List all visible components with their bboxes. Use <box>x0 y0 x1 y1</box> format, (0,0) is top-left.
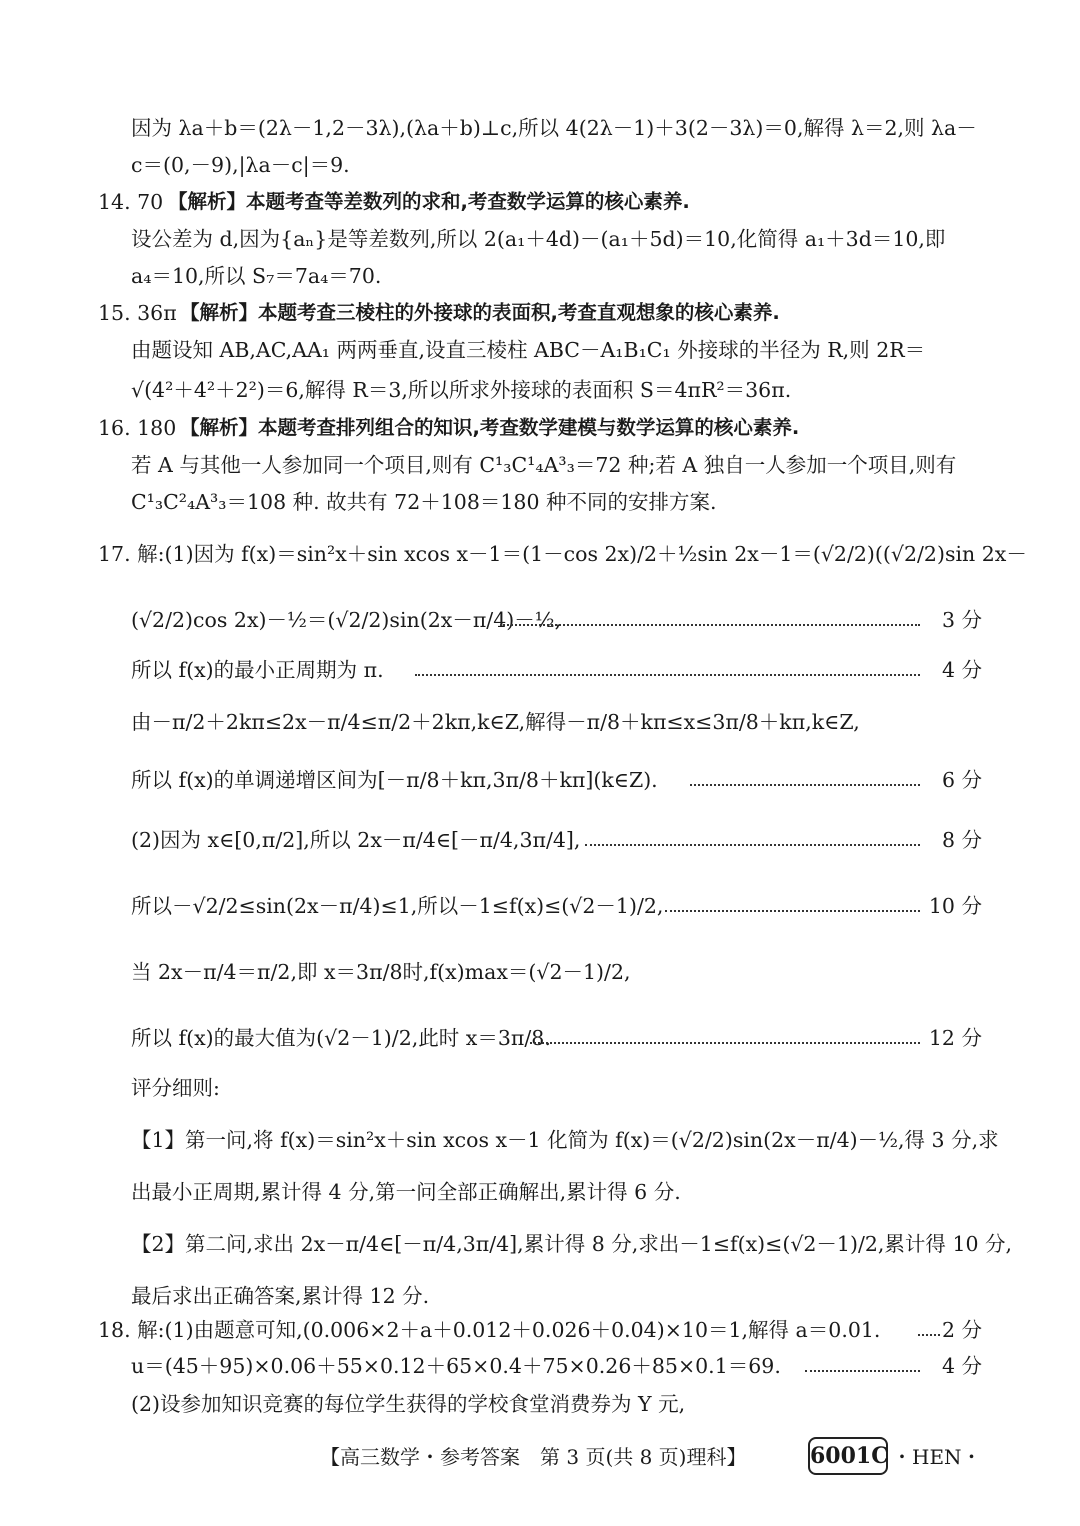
text-line: 出最小正周期,累计得 4 分,第一问全部正确解出,累计得 6 分. <box>131 1180 681 1204</box>
leader-dots <box>805 1370 920 1372</box>
score-mark: 4 分 <box>941 658 982 682</box>
text-line: (√2/2)cos 2x)－½＝(√2/2)sin(2x－π/4)－½, <box>131 608 562 632</box>
score-mark: 4 分 <box>941 1354 982 1378</box>
leader-dots <box>690 784 920 786</box>
text-line: 所以 f(x)的单调递增区间为[－π/8＋kπ,3π/8＋kπ](k∈Z). <box>131 768 658 792</box>
text-line: 若 A 与其他一人参加同一个项目,则有 C¹₃C¹₄A³₃＝72 种;若 A 独自一人参加一个项目,则有 <box>131 453 957 477</box>
text-line: 设公差为 d,因为{aₙ}是等差数列,所以 2(a₁＋4d)－(a₁＋5d)＝10,化简得 a₁＋3d＝10,即 <box>131 227 946 251</box>
text-line: c＝(0,－9),|λa－c|＝9. <box>131 153 350 177</box>
leader-dots <box>918 1334 940 1336</box>
text-line: (2)因为 x∈[0,π/2],所以 2x－π/4∈[－π/4,3π/4], <box>131 828 581 852</box>
score-mark: 2 分 <box>941 1318 982 1342</box>
text-line: 所以 f(x)的最大值为(√2－1)/2,此时 x＝3π/8. <box>131 1026 551 1050</box>
text-line: 所以－√2/2≤sin(2x－π/4)≤1,所以－1≤f(x)≤(√2－1)/2, <box>131 894 664 918</box>
text-line: 因为 λa＋b＝(2λ－1,2－3λ),(λa＋b)⊥c,所以 4(2λ－1)＋3(2－3λ)＝0,解得 λ＝2,则 λa－ <box>131 116 977 140</box>
text-line: 【2】第二问,求出 2x－π/4∈[－π/4,3π/4],累计得 8 分,求出－1≤f(x)≤(√2－1)/2,累计得 10 分, <box>131 1232 1013 1256</box>
question-number: 16. 180 <box>98 416 177 440</box>
text-line: C¹₃C²₄A³₃＝108 种. 故共有 72＋108＝180 种不同的安排方案. <box>131 490 717 514</box>
text-line: 由－π/2＋2kπ≤2x－π/4≤π/2＋2kπ,k∈Z,解得－π/8＋kπ≤x≤3π/8＋kπ,k∈Z, <box>131 710 860 734</box>
score-mark: 10 分 <box>928 894 982 918</box>
analysis-heading: 【解析】本题考查三棱柱的外接球的表面积,考查直观想象的核心素养. <box>180 301 780 324</box>
question-number: 14. 70 <box>98 190 164 214</box>
leader-dots <box>585 844 920 846</box>
text-line: (2)设参加知识竞赛的每位学生获得的学校食堂消费券为 Y 元, <box>131 1392 686 1416</box>
score-mark: 12 分 <box>928 1026 982 1050</box>
question-number: 15. 36π <box>98 301 177 325</box>
score-mark: 6 分 <box>941 768 982 792</box>
leader-dots <box>500 624 920 626</box>
score-mark: 3 分 <box>941 608 982 632</box>
paper-code-badge: 6001C <box>808 1437 888 1475</box>
leader-dots <box>530 1042 920 1044</box>
text-line: 18. 解:(1)由题意可知,(0.006×2＋a＋0.012＋0.026＋0.04)×10＝1,解得 a＝0.01. <box>98 1318 881 1342</box>
text-line: 【1】第一问,将 f(x)＝sin²x＋sin xcos x－1 化简为 f(x)＝(√2/2)sin(2x－π/4)－½,得 3 分,求 <box>131 1128 999 1152</box>
text-line: a₄＝10,所以 S₇＝7a₄＝70. <box>131 264 382 288</box>
footer-tag: ・HEN・ <box>892 1445 982 1469</box>
text-line: u＝(45＋95)×0.06＋55×0.12＋65×0.4＋75×0.26＋85×0.1＝69. <box>131 1354 781 1378</box>
text-line: 所以 f(x)的最小正周期为 π. <box>131 658 384 682</box>
analysis-heading: 【解析】本题考查等差数列的求和,考查数学运算的核心素养. <box>168 190 690 213</box>
text-line: √(4²＋4²＋2²)＝6,解得 R＝3,所以所求外接球的表面积 S＝4πR²＝36π. <box>131 378 792 402</box>
leader-dots <box>665 910 920 912</box>
score-mark: 8 分 <box>941 828 982 852</box>
analysis-heading: 【解析】本题考查排列组合的知识,考查数学建模与数学运算的核心素养. <box>180 416 800 439</box>
text-line: 当 2x－π/4＝π/2,即 x＝3π/8时,f(x)max＝(√2－1)/2, <box>131 960 631 984</box>
footer-info: 【高三数学・参考答案 第 3 页(共 8 页)理科】 <box>320 1445 747 1469</box>
text-line: 由题设知 AB,AC,AA₁ 两两垂直,设直三棱柱 ABC－A₁B₁C₁ 外接球的半径为 R,则 2R＝ <box>131 338 926 362</box>
leader-dots <box>415 674 920 676</box>
page-footer <box>0 1437 1080 1477</box>
text-line: 17. 解:(1)因为 f(x)＝sin²x＋sin xcos x－1＝(1－cos 2x)/2＋½sin 2x－1＝(√2/2)((√2/2)sin 2x－ <box>98 542 1027 566</box>
scoring-rules-heading: 评分细则: <box>131 1076 220 1100</box>
text-line: 最后求出正确答案,累计得 12 分. <box>131 1284 430 1308</box>
